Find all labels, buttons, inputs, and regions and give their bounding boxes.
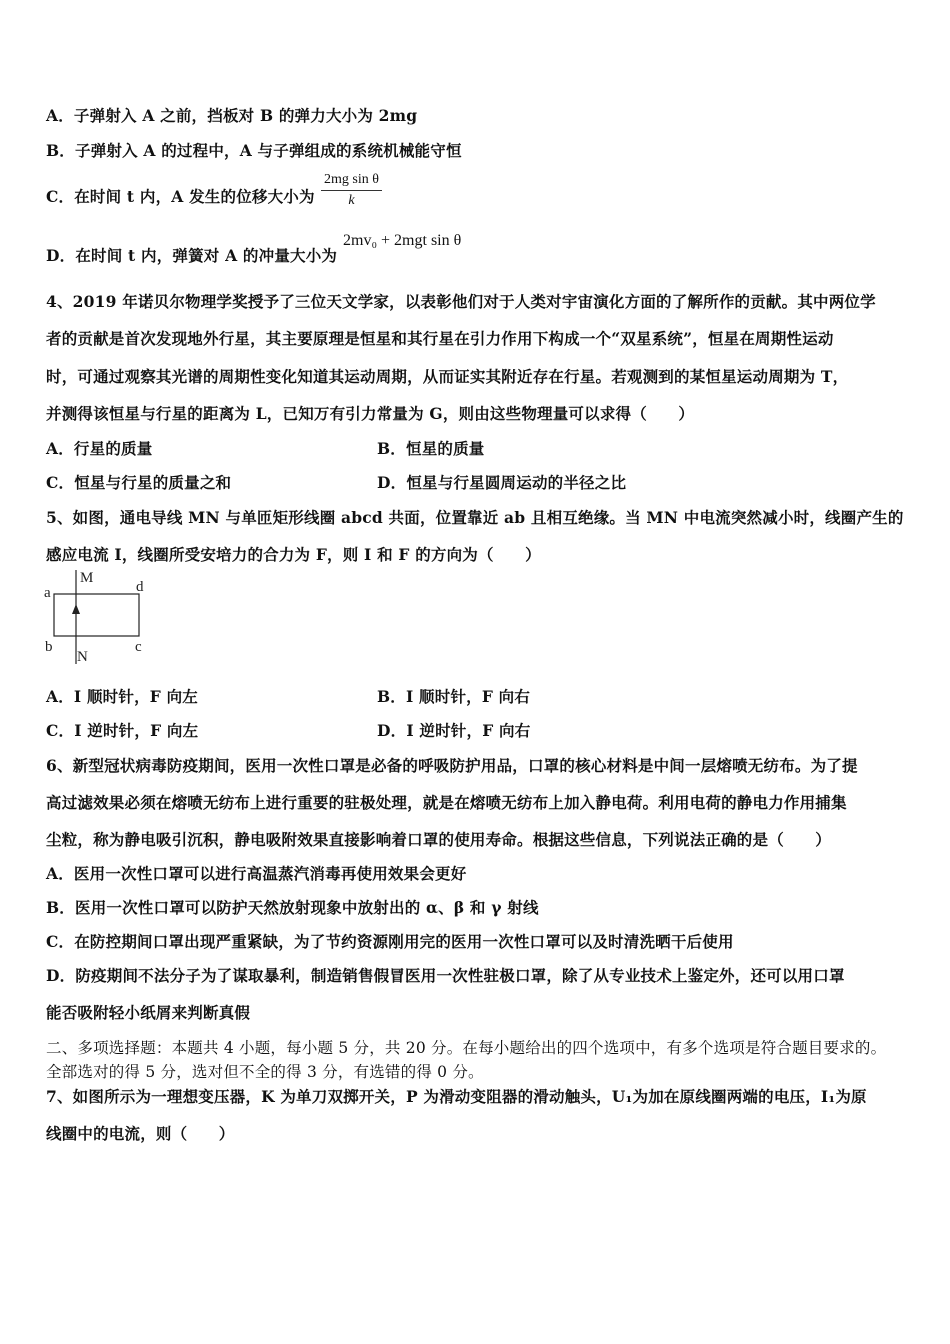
fraction-denominator: k [348, 193, 355, 208]
label-c: c [135, 639, 142, 655]
q7-stem-line1: 7、如图所示为一理想变压器，K 为单刀双掷开关，P 为滑动变阻器的滑动触头，U₁为加在原线圈两端的电压，I₁为原 [46, 1087, 867, 1106]
q3-option-b: B．子弹射入 A 的过程中，A 与子弹组成的系统机械能守恒 [46, 141, 462, 160]
q4-stem-line1: 4、2019 年诺贝尔物理学奖授予了三位天文学家，以表彰他们对于人类对宇宙演化方面的了解所作的贡献。其中两位学 [46, 292, 876, 311]
q3-option-c-fraction [321, 172, 382, 209]
q5-option-a: A．I 顺时针，F 向左 [46, 687, 198, 706]
q4-stem-line3: 时，可通过观察其光谱的周期性变化知道其运动周期，从而证实其附近存在行星。若观测到的某恒星运动周期为 T， [46, 367, 849, 386]
q5-stem-line1: 5、如图，通电导线 MN 与单匝矩形线圈 abcd 共面，位置靠近 ab 且相互绝缘。当 MN 中电流突然减小时，线圈产生的 [46, 508, 904, 527]
q4-option-c: C．恒星与行星的质量之和 [46, 473, 232, 492]
coil-rectangle [54, 594, 139, 636]
q5-circuit-figure [40, 566, 170, 666]
q4-option-b: B．恒星的质量 [377, 439, 485, 458]
q6-stem-line1: 6、新型冠状病毒防疫期间，医用一次性口罩是必备的呼吸防护用品，口罩的核心材料是中间一层熔喷无纺布。为了提 [46, 756, 858, 775]
q5-option-c: C．I 逆时针，F 向左 [46, 721, 199, 740]
q5-option-d: D．I 逆时针，F 向右 [377, 721, 531, 740]
q4-option-d: D．恒星与行星圆周运动的半径之比 [377, 473, 627, 492]
q5-stem-line2: 感应电流 I，线圈所受安培力的合力为 F，则 I 和 F 的方向为（ ） [46, 545, 541, 564]
q3-option-a: A．子弹射入 A 之前，挡板对 B 的弹力大小为 2mg [46, 106, 418, 125]
q4-stem-line2: 者的贡献是首次发现地外行星，其主要原理是恒星和其行星在引力作用下构成一个“双星系统”，恒星在周期性运动 [46, 329, 834, 348]
q7-stem-line2: 线圈中的电流，则（ ） [46, 1124, 235, 1143]
q6-option-d-line2: 能否吸附轻小纸屑来判断真假 [46, 1003, 251, 1022]
q6-option-d-line1: D．防疫期间不法分子为了谋取暴利，制造销售假冒医用一次性驻极口罩，除了从专业技术上鉴定外，还可以用口罩 [46, 966, 845, 985]
section2-heading-line2: 全部选对的得 5 分，选对但不全的得 3 分，有选错的得 0 分。 [46, 1063, 484, 1081]
label-a: a [44, 585, 51, 601]
label-d: d [136, 579, 144, 595]
q3-option-d: D．在时间 t 内，弹簧对 A 的冲量大小为 [46, 246, 338, 265]
q6-option-b: B．医用一次性口罩可以防护天然放射现象中放射出的 α、β 和 γ 射线 [46, 898, 539, 917]
current-arrow-icon [72, 604, 80, 614]
q3-option-c: C．在时间 t 内，A 发生的位移大小为 [46, 187, 315, 206]
label-n: N [77, 649, 88, 665]
q3-option-d-expression: 2mv₀ + 2mgt sin θ [343, 232, 462, 249]
q5-option-b: B．I 顺时针，F 向右 [377, 687, 531, 706]
q6-option-c: C．在防控期间口罩出现严重紧缺，为了节约资源刚用完的医用一次性口罩可以及时清洗晒干后使用 [46, 932, 734, 951]
q6-stem-line2: 高过滤效果必须在熔喷无纺布上进行重要的驻极处理，就是在熔喷无纺布上加入静电荷。利用电荷的静电力作用捕集 [46, 793, 847, 812]
q4-option-a: A．行星的质量 [46, 439, 153, 458]
q4-stem-line4: 并测得该恒星与行星的距离为 L，已知万有引力常量为 G，则由这些物理量可以求得（ ） [46, 404, 695, 423]
label-m: M [80, 570, 94, 586]
q6-option-a: A．医用一次性口罩可以进行高温蒸汽消毒再使用效果会更好 [46, 864, 467, 883]
q6-stem-line3: 尘粒，称为静电吸引沉积，静电吸附效果直接影响着口罩的使用寿命。根据这些信息，下列说法正确的是（ ） [46, 830, 832, 849]
fraction-numerator: 2mg sin θ [321, 172, 382, 191]
label-b: b [45, 639, 53, 655]
section2-heading-line1: 二、多项选择题：本题共 4 小题，每小题 5 分，共 20 分。在每小题给出的四个选项中，有多个选项是符合题目要求的。 [46, 1039, 887, 1057]
